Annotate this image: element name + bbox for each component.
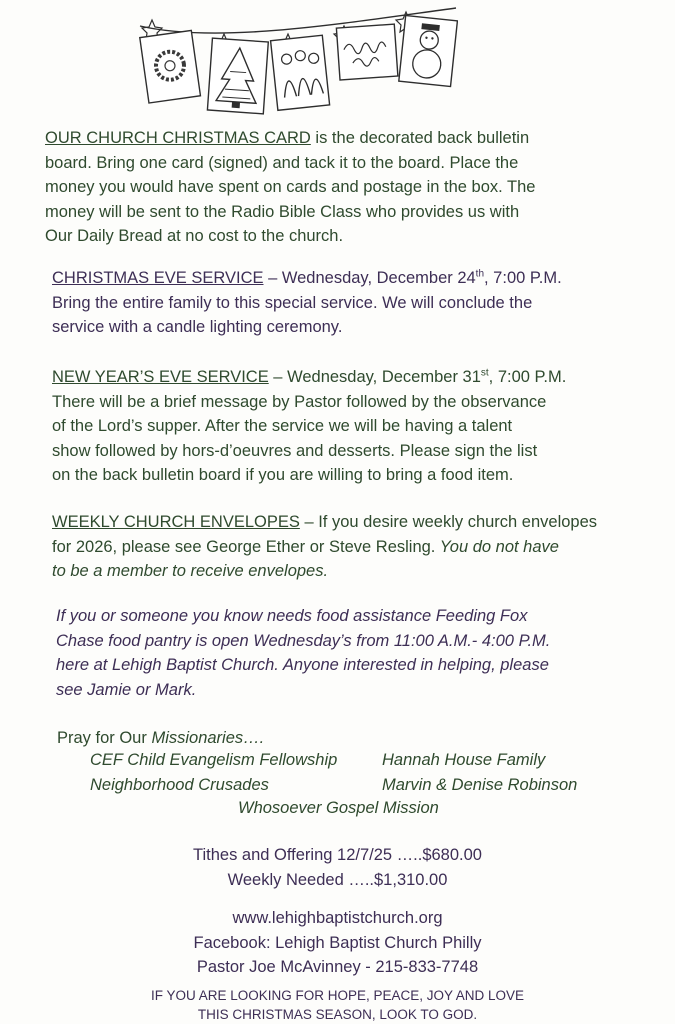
pastor-contact: Pastor Joe McAvinney - 215-833-7748	[196, 958, 479, 976]
missionary-item: CEF Child Evangelism Fellowship	[90, 751, 338, 769]
envelopes-text: – If you desire weekly church envelopes	[299, 513, 598, 531]
finances-section	[0, 843, 675, 892]
contact-section	[0, 906, 675, 980]
new-years-eve-text: of the Lord’s supper. After the service we will be having a talent	[52, 417, 513, 435]
new-years-eve-date-suffix: st	[480, 367, 489, 379]
christmas-card-text: money will be sent to the Radio Bible Class who provides us with	[45, 202, 520, 221]
christmas-card-text: is the decorated back bulletin	[310, 129, 530, 147]
missionary-item: Whosoever Gospel Mission	[238, 799, 439, 817]
website-link[interactable]: www.lehighbaptistchurch.org	[232, 909, 443, 927]
weekly-needed: Weekly Needed …..$1,310.00	[227, 870, 448, 889]
envelopes-section	[52, 510, 652, 584]
christmas-card-text: Our Daily Bread at no cost to the church.	[45, 227, 344, 245]
food-pantry-section	[56, 604, 656, 702]
facebook-link[interactable]: Facebook: Lehigh Baptist Church Philly	[193, 933, 482, 952]
christmas-eve-time: , 7:00 P.M.	[484, 269, 562, 287]
christmas-cards-garland-icon	[138, 4, 458, 122]
new-years-eve-text: show followed by hors-d’oeuvres and desserts. Please sign the list	[52, 441, 538, 460]
christmas-eve-text: service with a candle lighting ceremony.	[52, 318, 343, 336]
new-years-eve-text: on the back bulletin board if you are willing to bring a food item.	[52, 466, 514, 484]
food-pantry-text: here at Lehigh Baptist Church. Anyone interested in helping, please	[56, 656, 549, 674]
envelopes-heading: WEEKLY CHURCH ENVELOPES	[52, 513, 300, 531]
christmas-eve-heading: CHRISTMAS EVE SERVICE	[52, 269, 264, 287]
christmas-card-text: board. Bring one card (signed) and tack it to the board. Place the	[45, 153, 519, 172]
envelopes-note: to be a member to receive envelopes.	[52, 562, 329, 580]
food-pantry-text: If you or someone you know needs food assistance Feeding Fox	[56, 607, 528, 625]
new-years-eve-section	[52, 365, 652, 488]
christmas-eve-section	[52, 266, 652, 340]
new-years-eve-date: – Wednesday, December 31	[268, 368, 481, 386]
missionaries-right-column	[382, 748, 642, 797]
christmas-eve-date: – Wednesday, December 24	[263, 269, 476, 287]
new-years-eve-heading: NEW YEAR’S EVE SERVICE	[52, 368, 269, 386]
new-years-eve-time: , 7:00 P.M.	[488, 368, 567, 386]
food-pantry-text: see Jamie or Mark.	[56, 680, 197, 699]
missionaries-left-column	[90, 748, 380, 797]
missionary-item: Hannah House Family	[382, 751, 546, 769]
christmas-card-text: money you would have spent on cards and postage in the box. The	[45, 178, 536, 196]
christmas-card-heading: OUR CHURCH CHRISTMAS CARD	[45, 129, 311, 147]
christmas-eve-text: Bring the entire family to this special service. We will conclude the	[52, 293, 533, 312]
christmas-eve-date-suffix: th	[475, 268, 485, 280]
christmas-card-section	[45, 126, 645, 249]
missionary-item: Marvin & Denise Robinson	[382, 775, 578, 794]
new-years-eve-text: There will be a brief message by Pastor followed by the observance	[52, 392, 547, 411]
envelopes-note: You do not have	[435, 537, 559, 556]
missionary-item: Neighborhood Crusades	[90, 775, 269, 794]
food-pantry-text: Chase food pantry is open Wednesday’s from 11:00 A.M.- 4:00 P.M.	[56, 631, 551, 650]
missionaries-intro: Pray for Our Missionaries….	[57, 729, 265, 747]
envelopes-text: for 2026, please see George Ether or Steve Resling.	[52, 537, 436, 556]
tithes-offering: Tithes and Offering 12/7/25 …..$680.00	[193, 846, 482, 864]
closing-message: IF YOU ARE LOOKING FOR HOPE, PEACE, JOY AND LOVE THIS CHRISTMAS SEASON, LOOK TO GOD.	[150, 988, 525, 1022]
